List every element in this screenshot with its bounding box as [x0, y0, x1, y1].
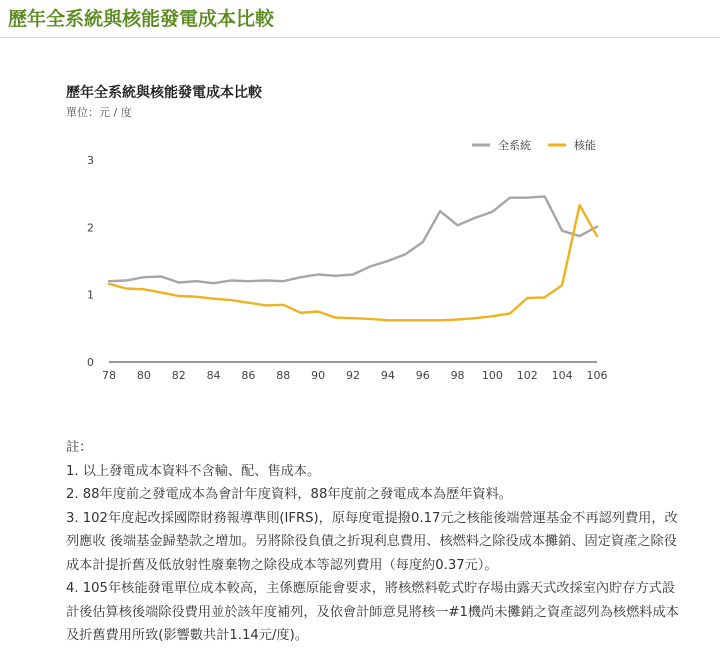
y-tick-label: 3 — [87, 154, 94, 167]
x-tick-label: 80 — [136, 369, 151, 382]
x-tick-label: 82 — [171, 369, 186, 382]
x-tick-label: 98 — [450, 369, 465, 382]
x-tick-label: 90 — [311, 369, 326, 382]
note-item-2: 2. 88年度前之發電成本為會計年度資料，88年度前之發電成本為歷年資料。 — [66, 487, 512, 502]
x-tick-label: 92 — [346, 369, 360, 382]
x-tick-label: 88 — [276, 369, 291, 382]
x-tick-label: 96 — [415, 369, 430, 382]
note-item-3: 3. 102年度起改採國際財務報導準則(IFRS)，原每度電提撥0.17元之核能後端營運基金不再認列費用，改列應收 後端基金歸墊款之增加。另將除役負債之折現利息費用、核燃料之除役成本攤銷、固定資產之除役成本計提折舊及低放射性廢棄物之除役成本等認列費用（每度約0.37元）。 — [66, 510, 678, 573]
x-tick-label: 102 — [516, 369, 538, 382]
x-tick-label: 100 — [481, 369, 503, 382]
note-item-1: 1. 以上發電成本資料不含輸、配、售成本。 — [66, 463, 321, 479]
notes-section — [66, 436, 686, 648]
x-tick-label: 86 — [241, 369, 256, 382]
y-tick-label: 0 — [87, 356, 94, 369]
notes-heading: 註： — [66, 440, 93, 455]
x-tick-label: 94 — [380, 369, 395, 382]
line-chart — [0, 38, 720, 428]
x-tick-label: 104 — [551, 369, 573, 382]
note-item-4: 4. 105年核能發電單位成本較高，主係應原能會要求，將核燃料乾式貯存場由露天式改採室內貯存方式設計後估算核後端除役費用並於該年度補列，及依會計師意見將核一#1機尚未攤銷之資產認列為核燃料成本及折舊費用所致(影響數共計1.14元/度)。 — [66, 581, 679, 643]
chart-container — [0, 38, 720, 428]
legend-label: 全系統 — [498, 139, 531, 152]
chart-title: 歷年全系統與核能發電成本比較 — [66, 85, 262, 101]
y-tick-label: 1 — [87, 288, 94, 302]
series-line-1 — [109, 196, 597, 283]
y-tick-label: 2 — [87, 221, 94, 235]
chart-subtitle: 單位：元 / 度 — [66, 106, 132, 119]
page-title: 歷年全系統與核能發電成本比較 — [8, 8, 275, 30]
page-header — [0, 0, 720, 38]
x-tick-label: 106 — [586, 369, 608, 382]
x-tick-label: 84 — [206, 369, 221, 382]
legend-label: 核能 — [574, 139, 596, 152]
series-line-2 — [109, 205, 597, 320]
x-tick-label: 78 — [102, 369, 116, 382]
